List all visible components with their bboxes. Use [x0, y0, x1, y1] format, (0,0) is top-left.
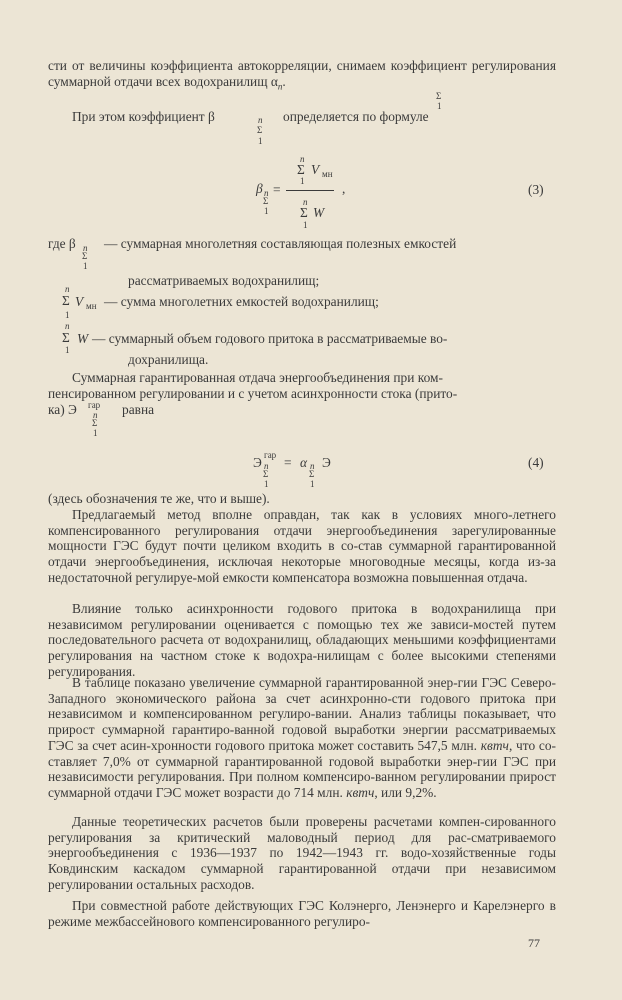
paragraph-intro: сти от величины коэффициента автокорреляции, снимаем коэффициент регулирования суммарной отдачи всех водохранилищ $\alpha_n$.: [48, 58, 556, 92]
definition-beta: — суммарная многолетняя составляющая полезных емкостей: [104, 236, 457, 251]
where-label: где β: [48, 236, 76, 251]
definition-w-cont: дохранилища.: [128, 352, 209, 367]
paragraph-table-analysis: В таблице показано увеличение суммарной гарантированной энер-гии ГЭС Северо-Западного экономического района за счет асинхронно-сти годового притока при независимом и компенсированном регулиро-вании. Анализ таблицы показывает, что прирост суммарной гарантиро-ванной годовой выработки энергии рассматриваемых ГЭС за счет асин-хронности годового притока может составить 547,5 млн. квтч, что со-ставляет 7,0% от суммарной гарантированной годовой выработки энер-гии ГЭС при независимости регулирования. При полном компенсиро-ванном регулировании прирост суммарной отдачи ГЭС может возрасти до 714 млн. квтч, или 9,2%.: [48, 675, 556, 800]
alpha-sum-index: 1: [437, 101, 442, 111]
notation-note: (здесь обозначения те же, что и выше).: [48, 491, 270, 506]
book-page: сти от величины коэффициента автокорреляции, снимаем коэффициент регулирования суммарной отдачи всех водохранилищ $\alpha_n$. Σ 1 При этом коэффициент β n Σ 1 определяется по формуле n Σ V мн 1 β n Σ 1 = n Σ W 1 , (3) где β n Σ 1 — суммарная многолетняя составляющая полезных емкостей рассматриваемых водохранилищ; n Σ V мн 1 — сумма многолетних емкостей водохранилищ; n Σ W 1 — суммарный объем годового притока в рассматриваемые во- дохранилища. Суммарная гарантированная отдача энергообъединения при ком- пенсированном регулировании и с учетом асинхронности стока (прито- ка) Э гар n Σ 1 равна Э гар n Σ 1 = α n Σ 1 Э (4) (здесь обозначения те же, что и выше). Предлагаемый метод вполне оправдан, так как в условиях много-летнего компенсированного регулирования отдачи энергообъединения зарегулированные мощности ГЭС будут почти целиком входить в со-став суммарной гарантированной отдачи энергообъединения, исключая некоторые многоводные месяцы, когда из-за недостаточной регулируе-мой емкости компенсатора возможна повышенная отдача. Влияние только асинхронности годового притока в водохранилища при независимом регулировании оценивается с помощью тех же зависи-мостей путем последовательного расчета от водохранилищ, обладающих меньшими коэффициентами регулирования на частном стоке к водохра-нилищам с более высокими степенями регулирования. В таблице показано увеличение суммарной гарантированной энер-гии ГЭС Северо-Западного экономического района за счет асинхронно-сти годового притока при независимом и компенсированном регулиро-вании. Анализ таблицы показывает, что прирост суммарной гарантиро-ванной годовой выработки энергии рассматриваемых ГЭС за счет асин-хронности годового притока может составить 547,5 млн. квтч, что со-ставляет 7,0% от суммарной гарантированной годовой выработки энер-гии ГЭС при независимости регулирования. При полном компенсиро-ванном регулировании прирост суммарной отдачи ГЭС может возрасти до 714 млн. квтч, или 9,2%. Данные теоретических расчетов были проверены расчетами компен-сированного регулирования за критический маловодный период для рас-сматриваемого энергообъединения с 1936—1937 по 1942—1943 гг. водо-хозяйственные годы Ковдинским каскадом суммарной гарантированной отдачи при независимом регулировании остальных расходов. При совместной работе действующих ГЭС Колэнерго, Ленэнерго и Карелэнерго в режиме межбассейнового компенсированного регулиро- 77: [48, 58, 556, 950]
equation-number-4: (4): [528, 455, 544, 470]
paragraph-formula-lead: определяется по формуле: [283, 109, 429, 124]
paragraph-asynchrony: Влияние только асинхронности годового притока в водохранилища при независимом регулировании оценивается с помощью тех же зависи-мостей путем последовательного расчета от водохранилищ, обладающих меньшими коэффициентами регулирования на частном стоке к водохра-нилищам с более высокими степенями регулирования.: [48, 601, 556, 679]
alpha-sum-sign: Σ: [436, 91, 442, 101]
beta-sum-sign: Σ: [257, 125, 263, 135]
definition-w: — суммарный объем годового притока в рассматриваемые во-: [92, 331, 448, 346]
definition-v: — сумма многолетних емкостей водохранилищ;: [104, 294, 379, 309]
equation-number-3: (3): [528, 182, 544, 197]
paragraph-total-l3: ка) Э: [48, 402, 77, 417]
page-number: 77: [528, 936, 540, 950]
paragraph-beta-intro: При этом коэффициент β: [72, 109, 215, 124]
paragraph-verification: Данные теоретических расчетов были проверены расчетами компен-сированного регулирования за критический маловодный период для рас-сматриваемого энергообъединения с 1936—1937 по 1942—1943 гг. водо-хозяйственные годы Ковдинским каскадом суммарной гарантированной отдачи при независимом регулировании остальных расходов.: [48, 814, 556, 892]
beta-subscript: n: [258, 115, 263, 125]
beta-sum-index: 1: [258, 136, 263, 146]
fraction-bar: [286, 190, 334, 191]
paragraph-joint-operation: При совместной работе действующих ГЭС Колэнерго, Ленэнерго и Карелэнерго в режиме межбассейнового компенсированного регулиро-: [48, 898, 556, 929]
paragraph-total-l2: пенсированном регулировании и с учетом асинхронности стока (прито-: [48, 386, 458, 401]
paragraph-total-l1: Суммарная гарантированная отдача энергообъединения при ком-: [72, 370, 443, 385]
paragraph-total-equals: равна: [122, 402, 155, 417]
paragraph-method: Предлагаемый метод вполне оправдан, так как в условиях много-летнего компенсированного регулирования отдачи энергообъединения зарегулированные мощности ГЭС будут почти целиком входить в со-став суммарной гарантированной отдачи энергообъединения, исключая некоторые многоводные месяцы, когда из-за недостаточной регулируе-мой емкости компенсатора возможна повышенная отдача.: [48, 507, 556, 585]
definition-beta-cont: рассматриваемых водохранилищ;: [128, 273, 320, 288]
